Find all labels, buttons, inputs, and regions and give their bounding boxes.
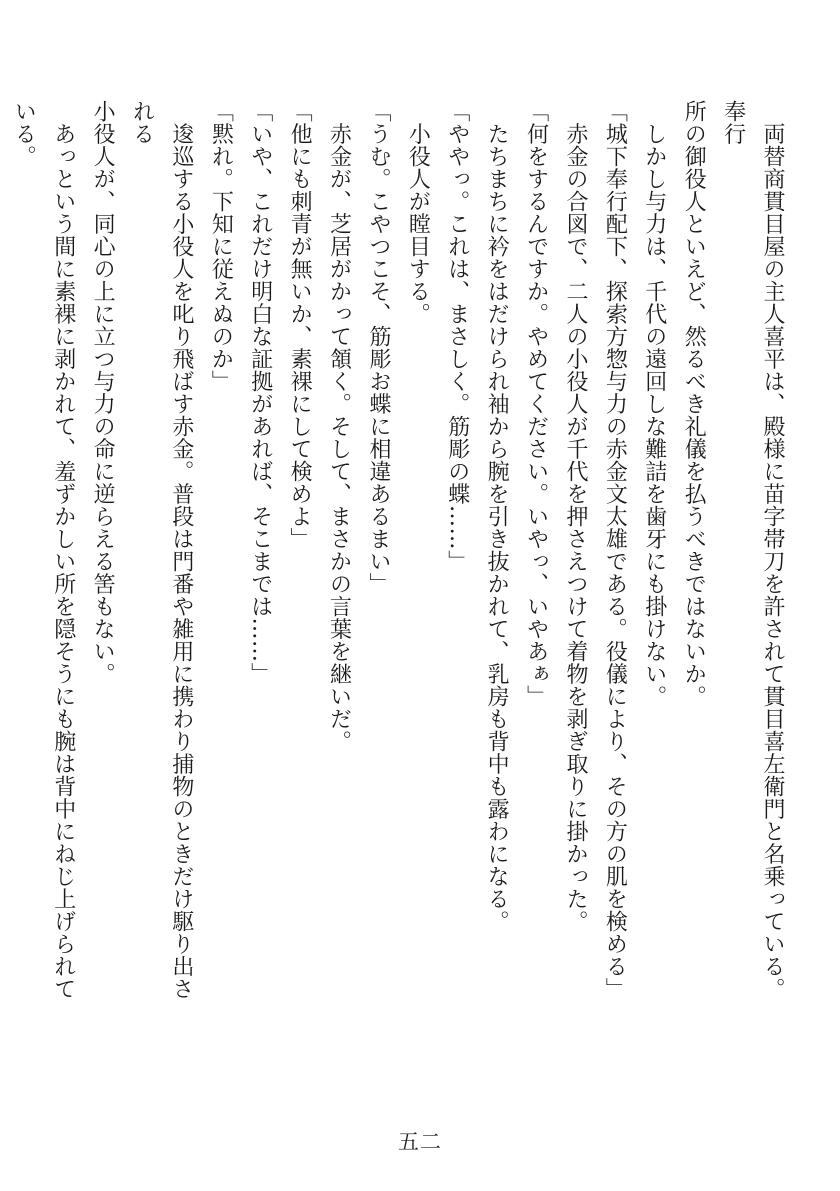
text-line: 両替商貫目屋の主人喜平は、殿様に苗字帯刀を許されて貫目喜左衛門と名乗っている。奉行 [720, 100, 785, 1000]
text-line: 所の御役人といえど、然るべき礼儀を払うべきではないか。 [681, 100, 707, 708]
text-line: 「何をするんですか。やめてください。いやっ、いやあぁ」 [523, 100, 549, 708]
vertical-text-body [11, 100, 792, 1000]
text-line: 「城下奉行配下、探索方惣与力の赤金文太雄である。役儀により、その方の肌を検める」 [602, 100, 628, 1000]
text-line: 「ややっ。これは、まさしく。筋彫の蝶……」 [444, 100, 470, 573]
text-line: 「うむ。こやつこそ、筋彫お蝶に相違あるまい」 [365, 100, 391, 595]
text-line [0, 100, 4, 1000]
page-number: 五二 [398, 1130, 442, 1154]
text-line: 赤金が、芝居がかって頷く。そして、まさかの言葉を継いだ。 [326, 100, 352, 753]
text-line: 赤金の合図で、二人の小役人が千代を押さえつけて着物を剥ぎ取りに掛かった。 [562, 100, 588, 933]
text-line: 小役人が瞠目する。 [405, 100, 431, 325]
text-line: 逡巡する小役人を叱り飛ばす赤金。普段は門番や雑用に携わり捕物のときだけ駆り出される [129, 100, 194, 1000]
text-line: しかし与力は、千代の遠回しな難詰を歯牙にも掛けない。 [641, 100, 667, 708]
text-line: 「他にも刺青が無いか、素裸にして検めよ」 [287, 100, 313, 550]
text-line: たちまちに衿をはだけられ袖から腕を引き抜かれて、乳房も背中も露わになる。 [484, 100, 510, 933]
text-line: あっという間に素裸に剥かれて、羞ずかしい所を隠そうにも腕は背中にねじ上げられている。 [11, 100, 76, 1000]
text-line: 小役人が、同心の上に立つ与力の命に逆らえる筈もない。 [90, 100, 116, 685]
text-line: 「いや、これだけ明白な証拠があれば、そこまでは……」 [247, 100, 273, 685]
text-line: 「黙れ。下知に従えぬのか」 [208, 100, 234, 393]
